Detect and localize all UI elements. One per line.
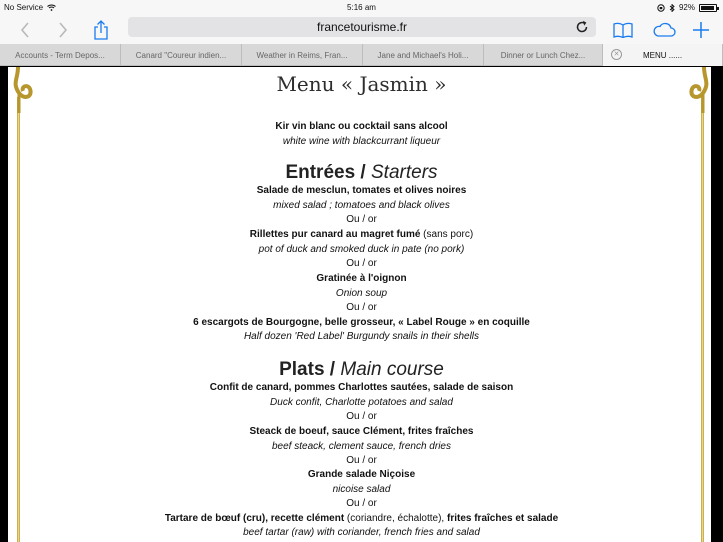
close-tab-icon[interactable]: ✕ [611,49,622,60]
tab-menu-label: MENU ...... [642,50,683,60]
starter-2-fr-main: Rillettes pur canard au magret fumé [249,229,421,240]
chevron-right-icon [58,22,68,38]
tab-dinner[interactable]: Dinner or Lunch Chez... [484,44,603,66]
status-right [657,3,717,12]
or-separator: Ou / or [346,258,377,269]
book-icon [613,22,633,38]
tab-holiday[interactable]: Jane and Michael's Holi... [363,44,484,66]
main-1-en: Duck confit, Charlotte potatoes and salad [270,397,453,408]
main-4-fr-a: Tartare de bœuf (cru), recette clément [164,513,345,524]
reload-icon[interactable] [574,19,590,35]
or-separator: Ou / or [346,498,377,509]
starters-heading-en: Starters [371,162,438,183]
starter-2-fr-note: (sans porc) [420,229,474,240]
starter-3-en: Onion soup [335,288,388,299]
mains-heading [0,359,723,381]
starters-heading [0,162,723,184]
aperitif-fr: Kir vin blanc ou cocktail sans alcool [275,121,448,132]
tab-weather[interactable]: Weather in Reims, Fran... [242,44,363,66]
share-button[interactable] [90,19,112,41]
status-time: 5:16 am [347,3,376,12]
aperitif-en: white wine with blackcurrant liqueur [282,136,441,147]
url-text: francetourisme.fr [316,20,408,34]
starters-heading-fr: Entrées / [285,162,366,183]
new-tab-button[interactable] [690,19,712,41]
web-page [0,67,723,542]
starter-3-fr: Gratinée à l'oignon [316,273,407,284]
starter-1-en: mixed salad ; tomatoes and black olives [273,200,450,211]
main-4-fr-c: frites fraîches et salade [446,513,559,524]
main-1-fr: Confit de canard, pommes Charlottes sautées, salade de saison [209,382,514,393]
starter-1-fr: Salade de mesclun, tomates et olives noires [256,185,467,196]
or-separator: Ou / or [346,214,377,225]
back-button[interactable] [14,19,36,41]
orientation-lock-icon [657,4,665,12]
icloud-tabs-button[interactable] [651,19,677,41]
main-4-fr-b: (coriandre, échalotte), [344,513,447,524]
bluetooth-icon [669,4,675,12]
cloud-icon [652,22,676,38]
main-2-en: beef steack, clement sauce, french dries [272,441,451,452]
address-bar[interactable] [128,17,596,37]
menu-title: Menu « Jasmin » [276,72,447,96]
main-2-fr: Steack de boeuf, sauce Clément, frites fraîches [249,426,474,437]
starter-2-fr [0,229,723,240]
or-separator: Ou / or [346,302,377,313]
or-separator: Ou / or [346,455,377,466]
share-icon [93,20,109,40]
starter-4-en: Half dozen 'Red Label' Burgundy snails in their shells [243,331,480,342]
battery-percent: 92% [678,3,695,12]
bookmarks-button[interactable] [612,19,634,41]
starter-4-fr: 6 escargots de Bourgogne, belle grosseur, « Label Rouge » en coquille [193,317,530,328]
starter-2-en: pot of duck and smoked duck in pate (no pork) [258,244,465,255]
plus-icon [692,21,710,39]
or-separator: Ou / or [346,411,377,422]
tab-menu-active[interactable] [603,44,723,66]
battery-icon [699,4,717,12]
browser-toolbar [0,16,723,44]
mains-heading-en: Main course [340,359,444,380]
chevron-left-icon [20,22,30,38]
tab-accounts[interactable]: Accounts - Term Depos... [0,44,121,66]
main-3-fr: Grande salade Niçoise [307,469,416,480]
main-3-en: nicoise salad [332,484,391,495]
main-4-en: beef tartar (raw) with coriander, french fries and salad [243,527,480,538]
main-4-fr [0,513,723,524]
tab-canard[interactable]: Canard "Coureur indien... [121,44,242,66]
mains-heading-fr: Plats / [279,359,336,380]
tab-bar [0,44,723,66]
carrier-label: No Service [4,3,44,12]
status-bar [0,0,723,16]
forward-button[interactable] [52,19,74,41]
